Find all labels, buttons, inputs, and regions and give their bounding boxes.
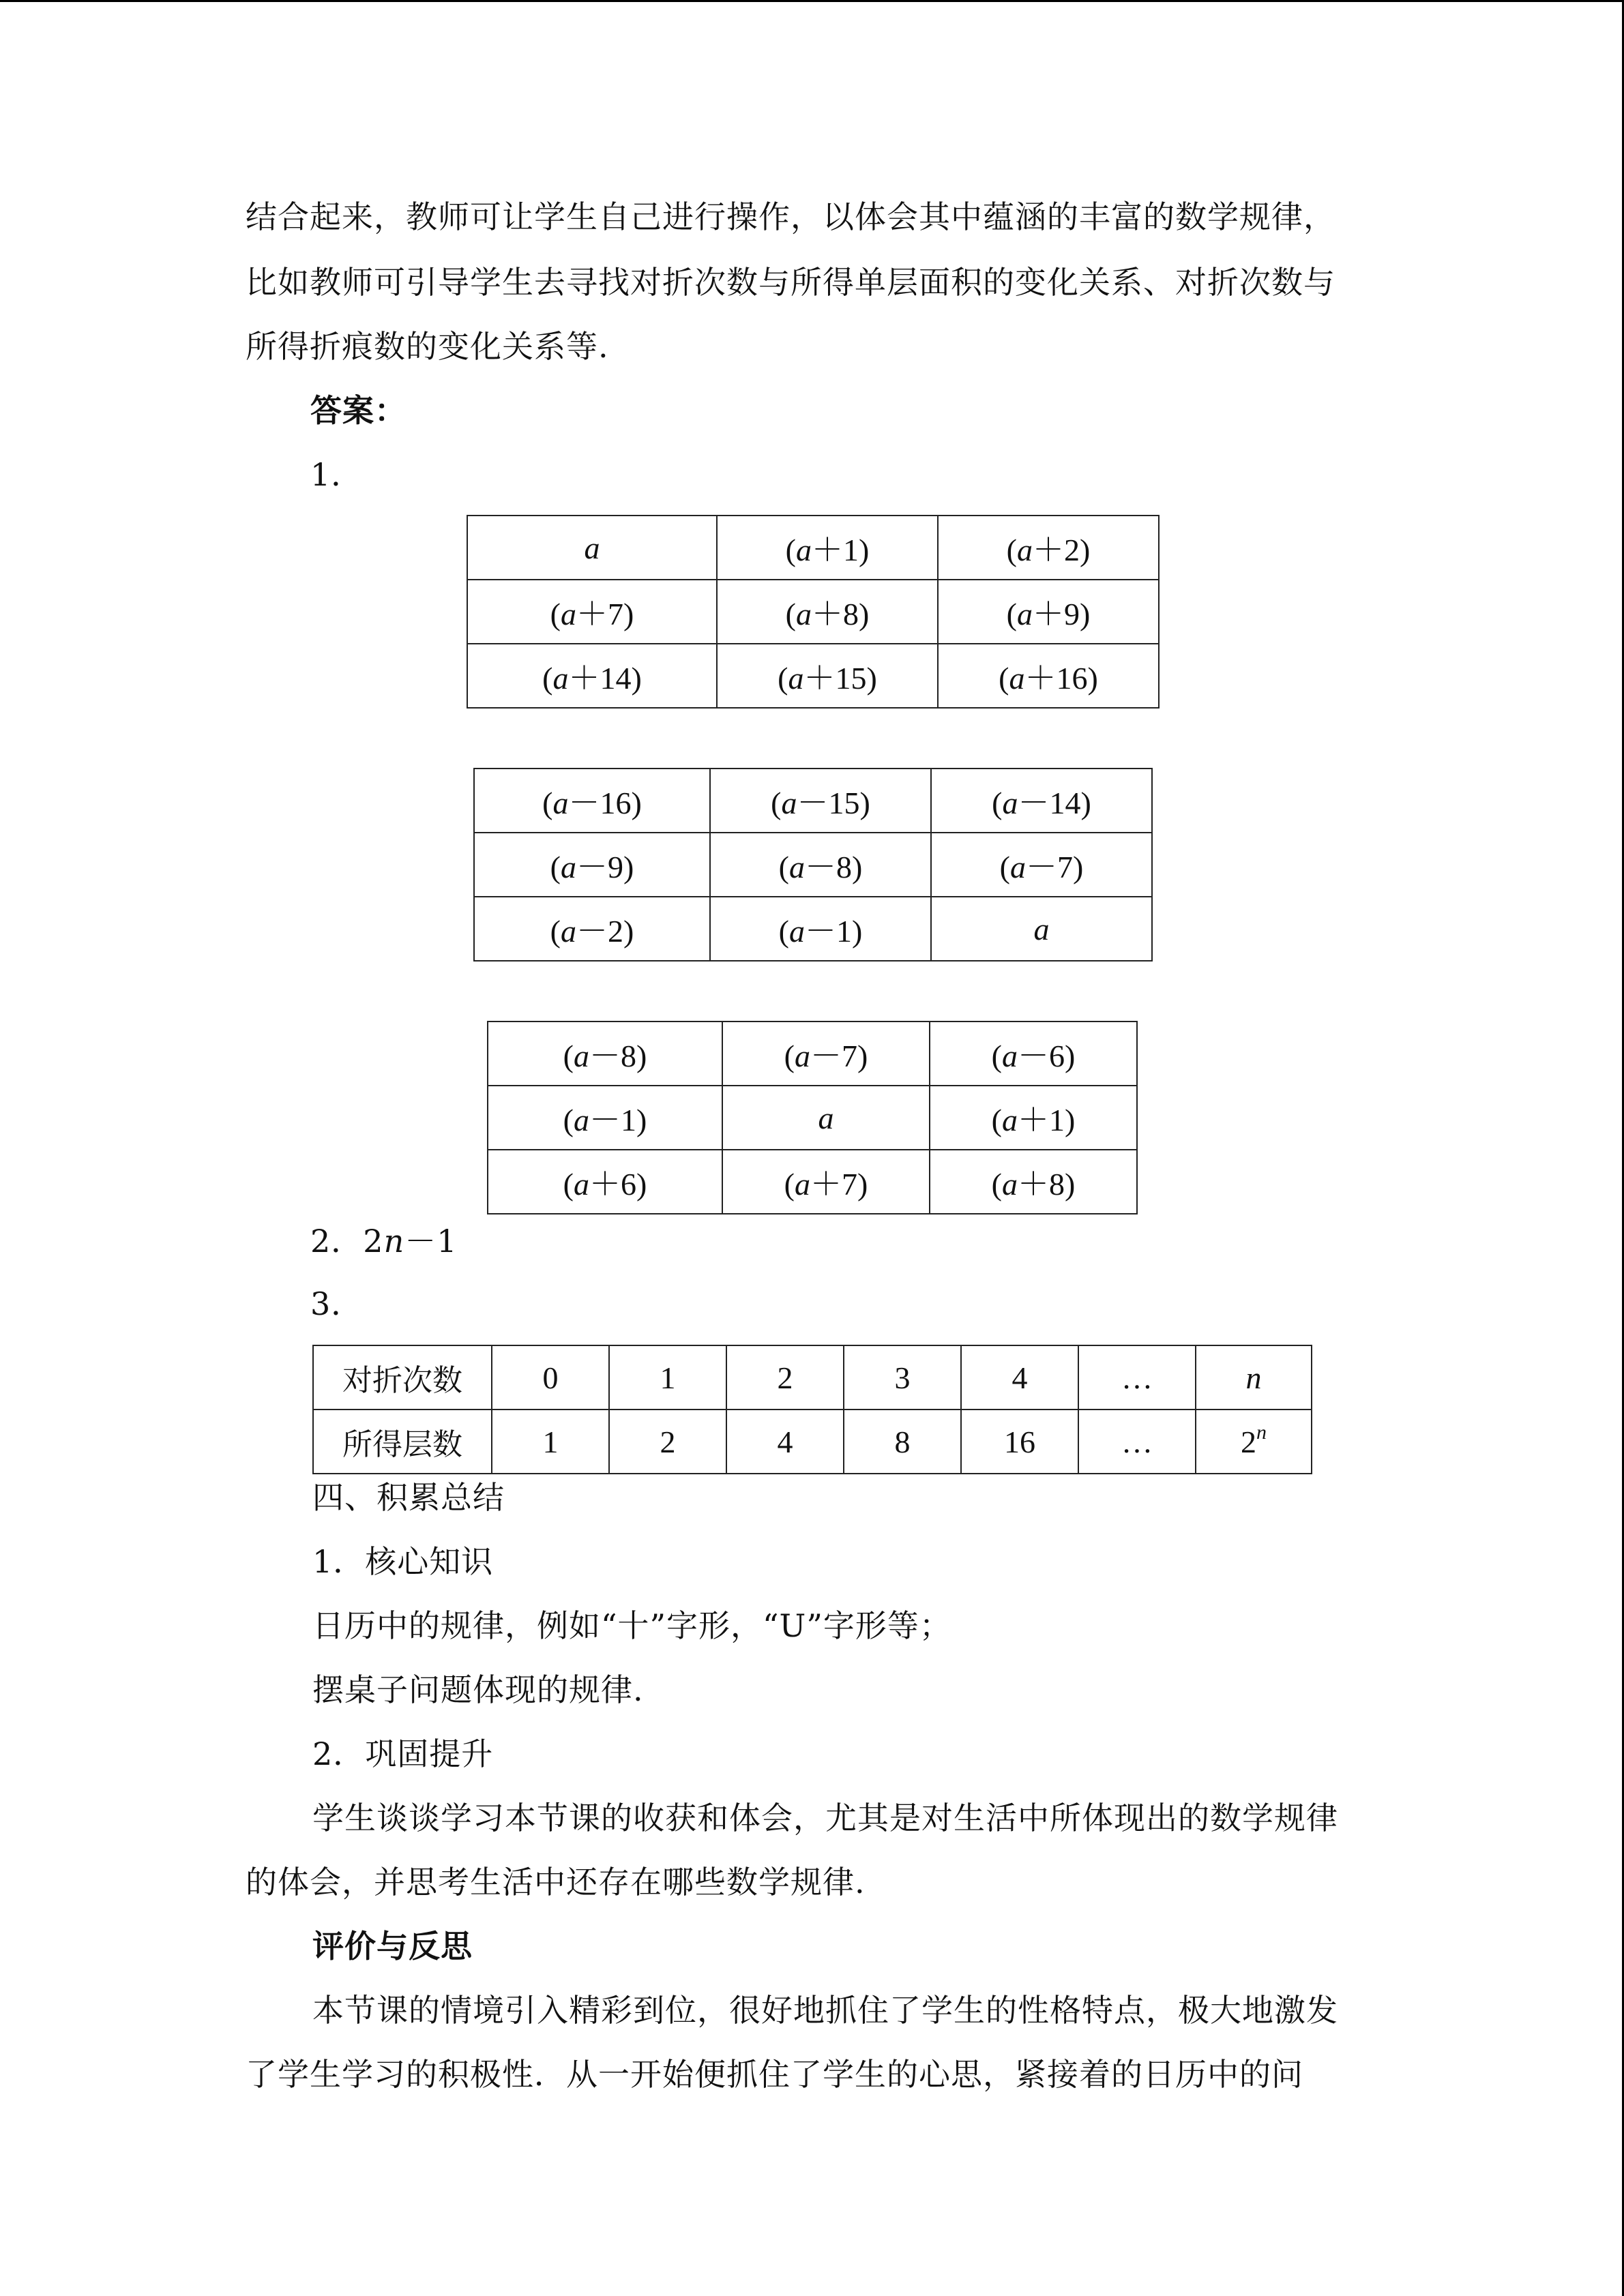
table-row [313,1410,1312,1474]
table-cell: (a＋16) [938,644,1159,708]
row-header-fold-count: 对折次数 [313,1345,492,1410]
answer-heading: 答案： [310,392,407,429]
table-cell: a [722,1086,930,1150]
table-cell: (a＋6) [488,1150,722,1214]
table-row [467,580,1159,644]
table-cell: (a＋14) [467,644,717,708]
table-row [488,1086,1137,1150]
table-cell [1196,1410,1312,1474]
question-2-label: 2． [310,1223,364,1259]
table-cell: 1 [609,1345,726,1410]
reflection-heading: 评价与反思 [312,1928,473,1965]
fold-table [312,1345,1312,1474]
intro-line-2: 比如教师可引导学生去寻找对折次数与所得单层面积的变化关系、对折次数与 [246,264,1335,301]
table-row [467,516,1159,580]
table-cell: (a＋2) [938,516,1159,580]
table-cell: (a－9) [474,833,710,897]
section-4-p3-line-1: 学生谈谈学习本节课的收获和体会，尤其是对生活中所体现出的数学规律 [312,1800,1338,1836]
table-cell: a [467,516,717,580]
table-cell: (a－7) [931,833,1152,897]
question-2-answer: 2n－1 [363,1223,458,1259]
section-4-p3-line-2: 的体会，并思考生活中还存在哪些数学规律. [246,1864,866,1900]
table-row [313,1345,1312,1410]
table-cell: (a＋15) [717,644,938,708]
table-cell: 0 [492,1345,609,1410]
table-cell: 2 [726,1345,844,1410]
table-row [488,1150,1137,1214]
table-cell: (a－7) [722,1022,930,1086]
table-row [467,644,1159,708]
table-cell: … [1078,1410,1196,1474]
table-cell: (a＋1) [717,516,938,580]
row-header-layer-count: 所得层数 [313,1410,492,1474]
table-cell: 8 [844,1410,961,1474]
table-cell: (a－16) [474,769,710,833]
table-cell: … [1078,1345,1196,1410]
page-border-top [0,0,1624,2]
table-cell: (a－15) [710,769,931,833]
table-cell: 4 [961,1345,1078,1410]
table-row [474,897,1152,961]
table-cell: (a－6) [930,1022,1137,1086]
table-cell: (a－8) [488,1022,722,1086]
table-row [474,833,1152,897]
reflection-line-1: 本节课的情境引入精彩到位，很好地抓住了学生的性格特点，极大地激发 [312,1992,1338,2029]
power-exponent: n [1256,1420,1267,1444]
table-cell: 16 [961,1410,1078,1474]
section-4-sub-1: 1．核心知识 [312,1543,494,1580]
section-4-heading: 四、积累总结 [312,1479,505,1516]
table-cell: 4 [726,1410,844,1474]
table-cell: (a－1) [488,1086,722,1150]
calendar-table-3 [487,1021,1138,1214]
section-4-p2: 摆桌子问题体现的规律. [312,1671,644,1708]
table-row [488,1022,1137,1086]
table-row [474,769,1152,833]
calendar-table-2 [473,768,1153,961]
table-cell: (a－1) [710,897,931,961]
calendar-table-1 [467,515,1160,709]
section-4-sub-2: 2．巩固提升 [312,1735,494,1772]
question-3-label: 3． [310,1285,364,1322]
table-cell: (a－2) [474,897,710,961]
table-cell: (a－8) [710,833,931,897]
table-cell: n [1196,1345,1312,1410]
table-cell: (a＋8) [930,1150,1137,1214]
table-cell: (a＋8) [717,580,938,644]
table-cell: 1 [492,1410,609,1474]
question-1-label: 1． [310,456,364,493]
table-cell: (a－14) [931,769,1152,833]
table-cell: (a＋9) [938,580,1159,644]
table-cell: a [931,897,1152,961]
question-2 [310,1221,457,1262]
table-cell: (a＋7) [467,580,717,644]
table-cell: 2 [609,1410,726,1474]
table-cell: (a＋7) [722,1150,930,1214]
section-4-p1: 日历中的规律，例如“十”字形，“U”字形等； [312,1607,951,1644]
power-base: 2 [1241,1424,1256,1459]
intro-line-3: 所得折痕数的变化关系等. [246,328,609,365]
reflection-line-2: 了学生学习的积极性．从一开始便抓住了学生的心思，紧接着的日历中的问 [246,2056,1303,2093]
intro-line-1: 结合起来，教师可让学生自己进行操作，以体会其中蕴涵的丰富的数学规律， [246,198,1335,235]
table-cell: (a＋1) [930,1086,1137,1150]
table-cell: 3 [844,1345,961,1410]
